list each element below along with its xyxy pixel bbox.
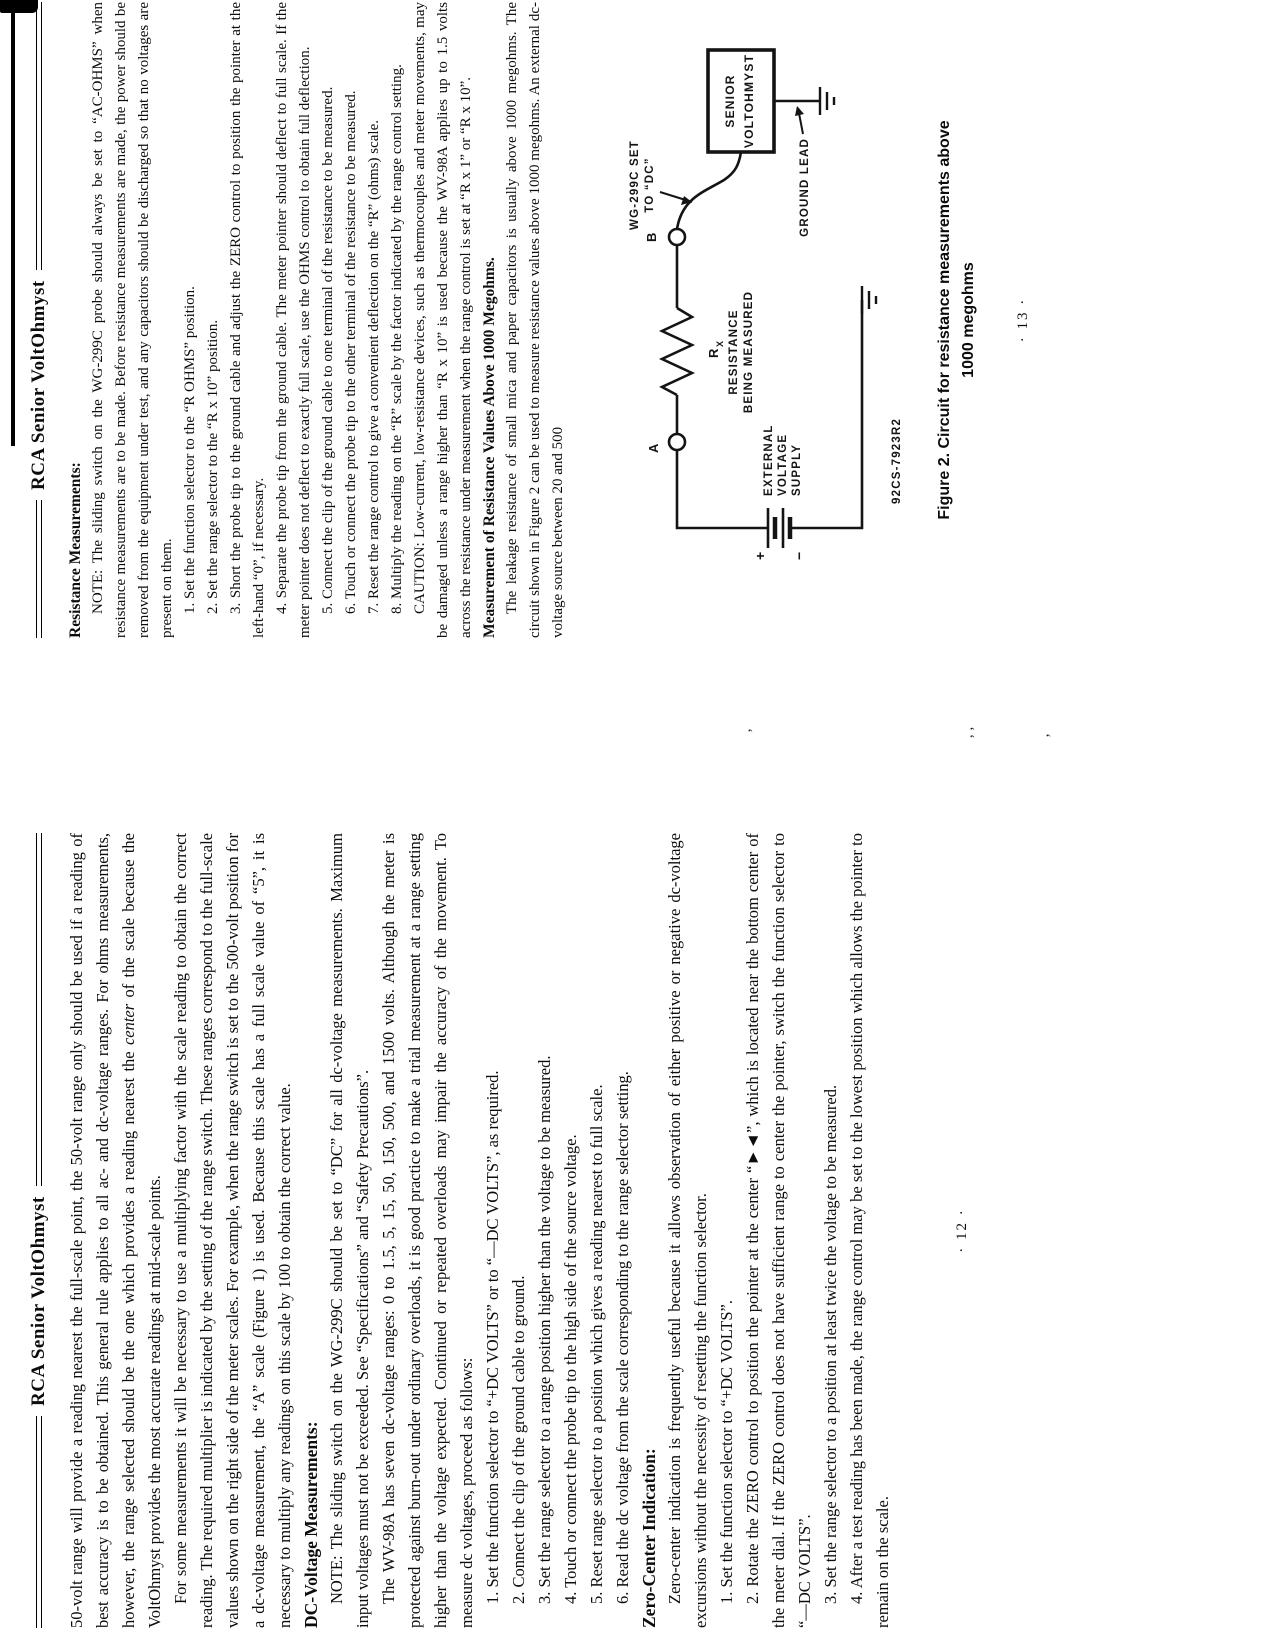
terminal-a-label: A [646,442,661,453]
scan-speck: ’ [746,728,762,733]
svg-text:TO “DC”: TO “DC” [644,157,656,213]
paragraph-50volt [64,833,168,1628]
circuit-diagram [622,40,922,600]
scan-speck: ’ [1044,733,1060,738]
ground-symbol-icon [862,286,876,314]
step-item: 2. Rotate the ZERO control to position the pointer at the center “►◄”, which is located near the bottom center of the meter dial. If the ZERO control does not have sufficient range to center the pointer, switch the function selector to “—DC VOLTS”. [743,833,814,1628]
page-12 [28,833,971,1628]
section-heading-resistance: Resistance Measurements: [67,462,84,638]
paragraph-zero-center: Zero-center indication is frequently useful because it allows observation of either positive or negative dc-voltage excursions without the necessity of resetting the function selector. [665,833,710,1628]
probe-cable [677,152,741,229]
paragraph-multiplying-factor: For some measurements it will be necessary to use a multiplying factor with the scale reading to obtain the correct reading. The required multiplier is indicated by the setting of the range switch. These ranges correspond to the full-scale values shown on the right side of the meter scales. For example, when the range switch is set to the 500-volt position for a dc-voltage measurement, the “A” scale (Figure 1) is used. Because this scale has a full scale value of “5”, it is necessary to multiply any readings on this scale by 100 to obtain the correct value. [171,833,294,1628]
ground-symbol-icon [820,87,834,115]
svg-text:SUPPLY: SUPPLY [791,443,803,496]
figure-caption [933,2,981,638]
step-item: 6. Touch or connect the probe tip to the other terminal of the resistance to be measured. [343,90,359,614]
scan-artifact [11,0,15,446]
terminal-b-icon [669,229,685,245]
step-item: 1. Set the function selector to “+DC VOLTS” or to “—DC VOLTS”, as required. [483,1070,502,1604]
paragraph-leakage: The leakage resistance of small mica and paper capacitors is usually above 1000 megohms. The circuit shown in Figure 2 can be used to measure resistance values above 1000 megohms. An external dc-voltage source between 20 and 500 [504,2,566,638]
paragraph-note: NOTE: The sliding switch on the WG-299C probe should always be set to “AC-OHMS” when resistance measurements are to be made. Before resistance measurements are made, the power should be removed from the equipment under test, and any capacitors should be discharged so that no voltages are present on them. [90,2,175,638]
step-item: 7. Reset the range control to give a convenient deflection on the “R” (ohms) scale. [366,120,382,614]
terminal-a-icon [669,434,685,450]
step-item: 4. After a test reading has been made, the range control may be set to the lowest position which allows the pointer to remain on the scale. [847,833,892,1628]
step-item: 1. Set the function selector to the “R OHMS” position. [182,286,198,614]
section-heading-dc-voltage: DC-Voltage Measurements: [301,1421,321,1628]
svg-text:VOLTAGE: VOLTAGE [777,433,789,496]
terminal-b-label: B [644,231,659,242]
page-number: · 12 · [954,1208,970,1253]
page-13 [28,2,1032,638]
page-body [64,833,896,1628]
voltohmyst-label-1: SENIOR [723,74,737,128]
step-item: 2. Connect the clip of the ground cable to ground. [509,1275,528,1604]
paragraph-text: 50-volt range will provide a reading nearest the full-scale point, the 50-volt range only should be used if a reading of best accuracy is to be obtained. This general rule applies to all ac- and dc-voltage ranges. For ohms measurements, however, the range selected should be the one which provides a reading nearest the [67,833,138,1628]
scan-speck: ’ ’ [967,726,984,739]
page-header [28,2,50,638]
page-header [28,833,50,1628]
header-rule-right [36,833,42,1186]
paragraph-text-italic: center [119,1003,138,1046]
step-item: 4. Touch or connect the probe tip to the high side of the source voltage. [561,1134,580,1604]
paragraph-ranges: The WV-98A has seven dc-voltage ranges: 0 to 1.5, 5, 15, 50, 150, 500, and 1500 volts. Although the meter is protected against burn-out under ordinary overloads, it is good practice to make a trial measurement at a range setting higher than the voltage expected. Continued or repeated overloads may impair the accuracy of the movement. To measure dc voltages, proceed as follows: [379,833,476,1628]
step-item: 1. Set the function selector to “+DC VOLTS”. [717,1300,736,1604]
part-number: 92CS-7923R2 [891,417,903,504]
step-item: 6. Read the dc voltage from the scale corresponding to the range selector setting. [613,1071,632,1604]
step-item: 4. Separate the probe tip from the ground cable. The meter pointer should deflect to full scale. If the meter pointer does not deflect to exactly full scale, use the OHMS control to obtain full deflection. [274,2,313,638]
step-item: 5. Connect the clip of the ground cable to one terminal of the resistance to be measured. [320,86,336,614]
header-rule-left [36,500,42,638]
supply-label [763,424,803,496]
page-body [64,2,570,638]
paragraph-caution: CAUTION: Low-current, low-resistance devices, such as thermocouples and meter movements, may be damaged unless a range higher than “R x 10” is used because the WV-98A applies up to 1.5 volts across the resistance under measurement when the range control is set at “R x 1” or “R x 10”. [412,2,474,638]
ground-lead-label: GROUND LEAD [799,138,811,237]
probe-arrow-icon [660,192,692,205]
scan-artifact [0,0,38,13]
page-number: · 13 · [1015,297,1031,343]
battery-minus-label: − [791,550,807,560]
circuit-figure [622,2,981,638]
step-item: 3. Set the range selector to a position at least twice the voltage to be measured. [821,1084,840,1604]
svg-text:R: R [706,347,721,358]
svg-text:EXTERNAL: EXTERNAL [763,424,775,496]
voltohmyst-label-2: VOLTOHMYST [742,53,756,149]
header-rule-left [36,1416,42,1628]
step-item: 3. Short the probe tip to the ground cable and adjust the ZERO control to position the pointer at the left-hand “0”, if necessary. [228,2,267,638]
battery-plus-label: + [752,550,768,560]
section-heading-zero-center: Zero-Center Indication: [639,1448,659,1628]
voltohmyst-box [708,50,774,152]
svg-text:X: X [715,339,725,347]
ground-lead-arrow-icon [795,106,804,134]
paragraph-note: NOTE: The sliding switch on the WG-299C should be set to “DC” for all dc-voltage measurements. Maximum input voltages must not be exceeded. See “Specifications” and “Safety Precautions”. [327,833,372,1628]
resistor-label [706,291,755,413]
paragraph-text: of the scale because the VoltOhmyst provides the most accurate readings at mid-scale points. [119,833,164,1628]
svg-text:WG-299C SET: WG-299C SET [629,140,641,230]
step-item: 2. Set the range selector to the “R x 10” position. [205,319,221,614]
figure-caption-line1: Figure 2. Circuit for resistance measurements above [936,120,953,520]
section-heading-megohms: Measurement of Resistance Values Above 1000 Megohms. [481,257,498,638]
svg-text:RESISTANCE: RESISTANCE [728,309,740,395]
figure-caption-line2: 1000 megohms [960,262,977,378]
resistor-icon [662,308,692,395]
step-item: 3. Set the range selector to a range position higher than the voltage to be measured. [535,1055,554,1604]
step-item: 8. Multiply the reading on the “R” scale by the factor indicated by the range control setting. [389,64,405,614]
probe-label [629,140,656,230]
page-title: RCA Senior VoltOhmyst [28,1196,49,1406]
header-rule-right [36,2,42,270]
svg-text:BEING MEASURED: BEING MEASURED [743,290,755,414]
page-title: RCA Senior VoltOhmyst [28,280,49,490]
step-item: 5. Reset range selector to a position which gives a reading nearest to full scale. [587,1084,606,1604]
battery-icon [768,508,790,548]
